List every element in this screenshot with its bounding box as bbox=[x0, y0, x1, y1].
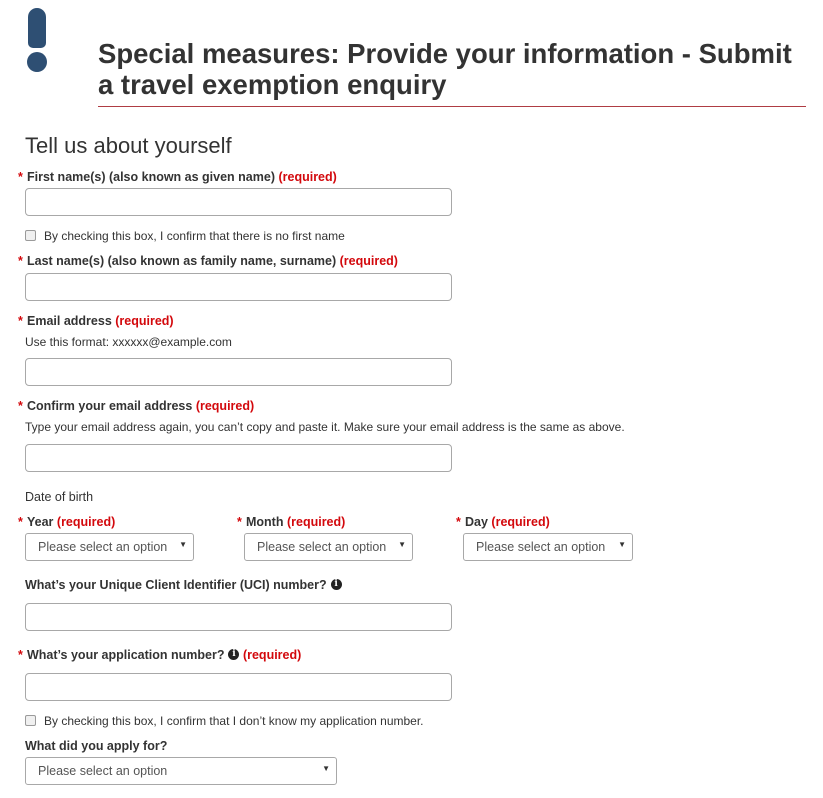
last-name-input[interactable] bbox=[25, 273, 452, 301]
year-select[interactable] bbox=[25, 533, 194, 561]
email-label: * Email address (required) bbox=[18, 314, 174, 328]
required-text: (required) bbox=[278, 170, 337, 184]
day-select[interactable] bbox=[463, 533, 633, 561]
application-number-input[interactable] bbox=[25, 673, 452, 701]
email-hint: Use this format: xxxxxx@example.com bbox=[25, 335, 232, 349]
year-select-value: Please select an option bbox=[38, 540, 168, 554]
required-text: (required) bbox=[195, 399, 255, 413]
caret-down-icon: ▼ bbox=[322, 764, 330, 773]
info-icon[interactable]: i bbox=[331, 579, 342, 590]
required-marker: * bbox=[456, 515, 461, 529]
application-number-label: * What’s your application number? i (required) bbox=[18, 648, 302, 662]
applied-for-label: What did you apply for? bbox=[25, 739, 168, 753]
confirm-email-label: * Confirm your email address (required) bbox=[18, 399, 255, 413]
no-first-name-checkbox-label: By checking this box, I confirm that there is no first name bbox=[44, 229, 345, 243]
required-text: (required) bbox=[242, 648, 302, 662]
confirm-email-hint: Type your email address again, you can’t copy and paste it. Make sure your email address is the same as above. bbox=[25, 420, 625, 434]
year-label: * Year (required) bbox=[18, 515, 116, 529]
required-text: (required) bbox=[286, 515, 346, 529]
required-marker: * bbox=[18, 170, 23, 184]
first-name-label: * First name(s) (also known as given name) (required) bbox=[18, 170, 337, 184]
info-icon[interactable]: i bbox=[228, 649, 239, 660]
required-marker: * bbox=[18, 648, 23, 662]
caret-down-icon: ▼ bbox=[618, 540, 626, 549]
month-select-value: Please select an option bbox=[257, 540, 387, 554]
caret-down-icon: ▼ bbox=[398, 540, 406, 549]
email-input[interactable] bbox=[25, 358, 452, 386]
required-marker: * bbox=[18, 254, 23, 268]
date-of-birth-label: Date of birth bbox=[25, 490, 94, 504]
required-marker: * bbox=[18, 399, 23, 413]
applied-for-select-value: Please select an option bbox=[38, 764, 168, 778]
day-select-value: Please select an option bbox=[476, 540, 606, 554]
first-name-input[interactable] bbox=[25, 188, 452, 216]
month-label: * Month (required) bbox=[237, 515, 346, 529]
required-text: (required) bbox=[339, 254, 398, 268]
alert-icon bbox=[25, 8, 49, 70]
page-title: Special measures: Provide your information - Submit a travel exemption enquiry bbox=[98, 38, 806, 107]
required-text: (required) bbox=[115, 314, 174, 328]
required-marker: * bbox=[18, 515, 23, 529]
required-text: (required) bbox=[56, 515, 116, 529]
dont-know-application-option[interactable] bbox=[25, 714, 424, 728]
month-select[interactable] bbox=[244, 533, 413, 561]
section-heading: Tell us about yourself bbox=[25, 133, 232, 158]
required-marker: * bbox=[18, 314, 23, 328]
required-marker: * bbox=[237, 515, 242, 529]
day-label: * Day (required) bbox=[456, 515, 550, 529]
no-first-name-checkbox[interactable] bbox=[25, 230, 36, 241]
last-name-label: * Last name(s) (also known as family name, surname) (required) bbox=[18, 254, 398, 268]
confirm-email-input[interactable] bbox=[25, 444, 452, 472]
dont-know-application-checkbox[interactable] bbox=[25, 715, 36, 726]
caret-down-icon: ▼ bbox=[179, 540, 187, 549]
required-text: (required) bbox=[491, 515, 550, 529]
dont-know-application-checkbox-label: By checking this box, I confirm that I don’t know my application number. bbox=[44, 714, 424, 728]
applied-for-select[interactable] bbox=[25, 757, 337, 785]
no-first-name-option[interactable] bbox=[25, 229, 345, 243]
uci-input[interactable] bbox=[25, 603, 452, 631]
uci-label: What’s your Unique Client Identifier (UCI) number? i bbox=[25, 578, 342, 592]
